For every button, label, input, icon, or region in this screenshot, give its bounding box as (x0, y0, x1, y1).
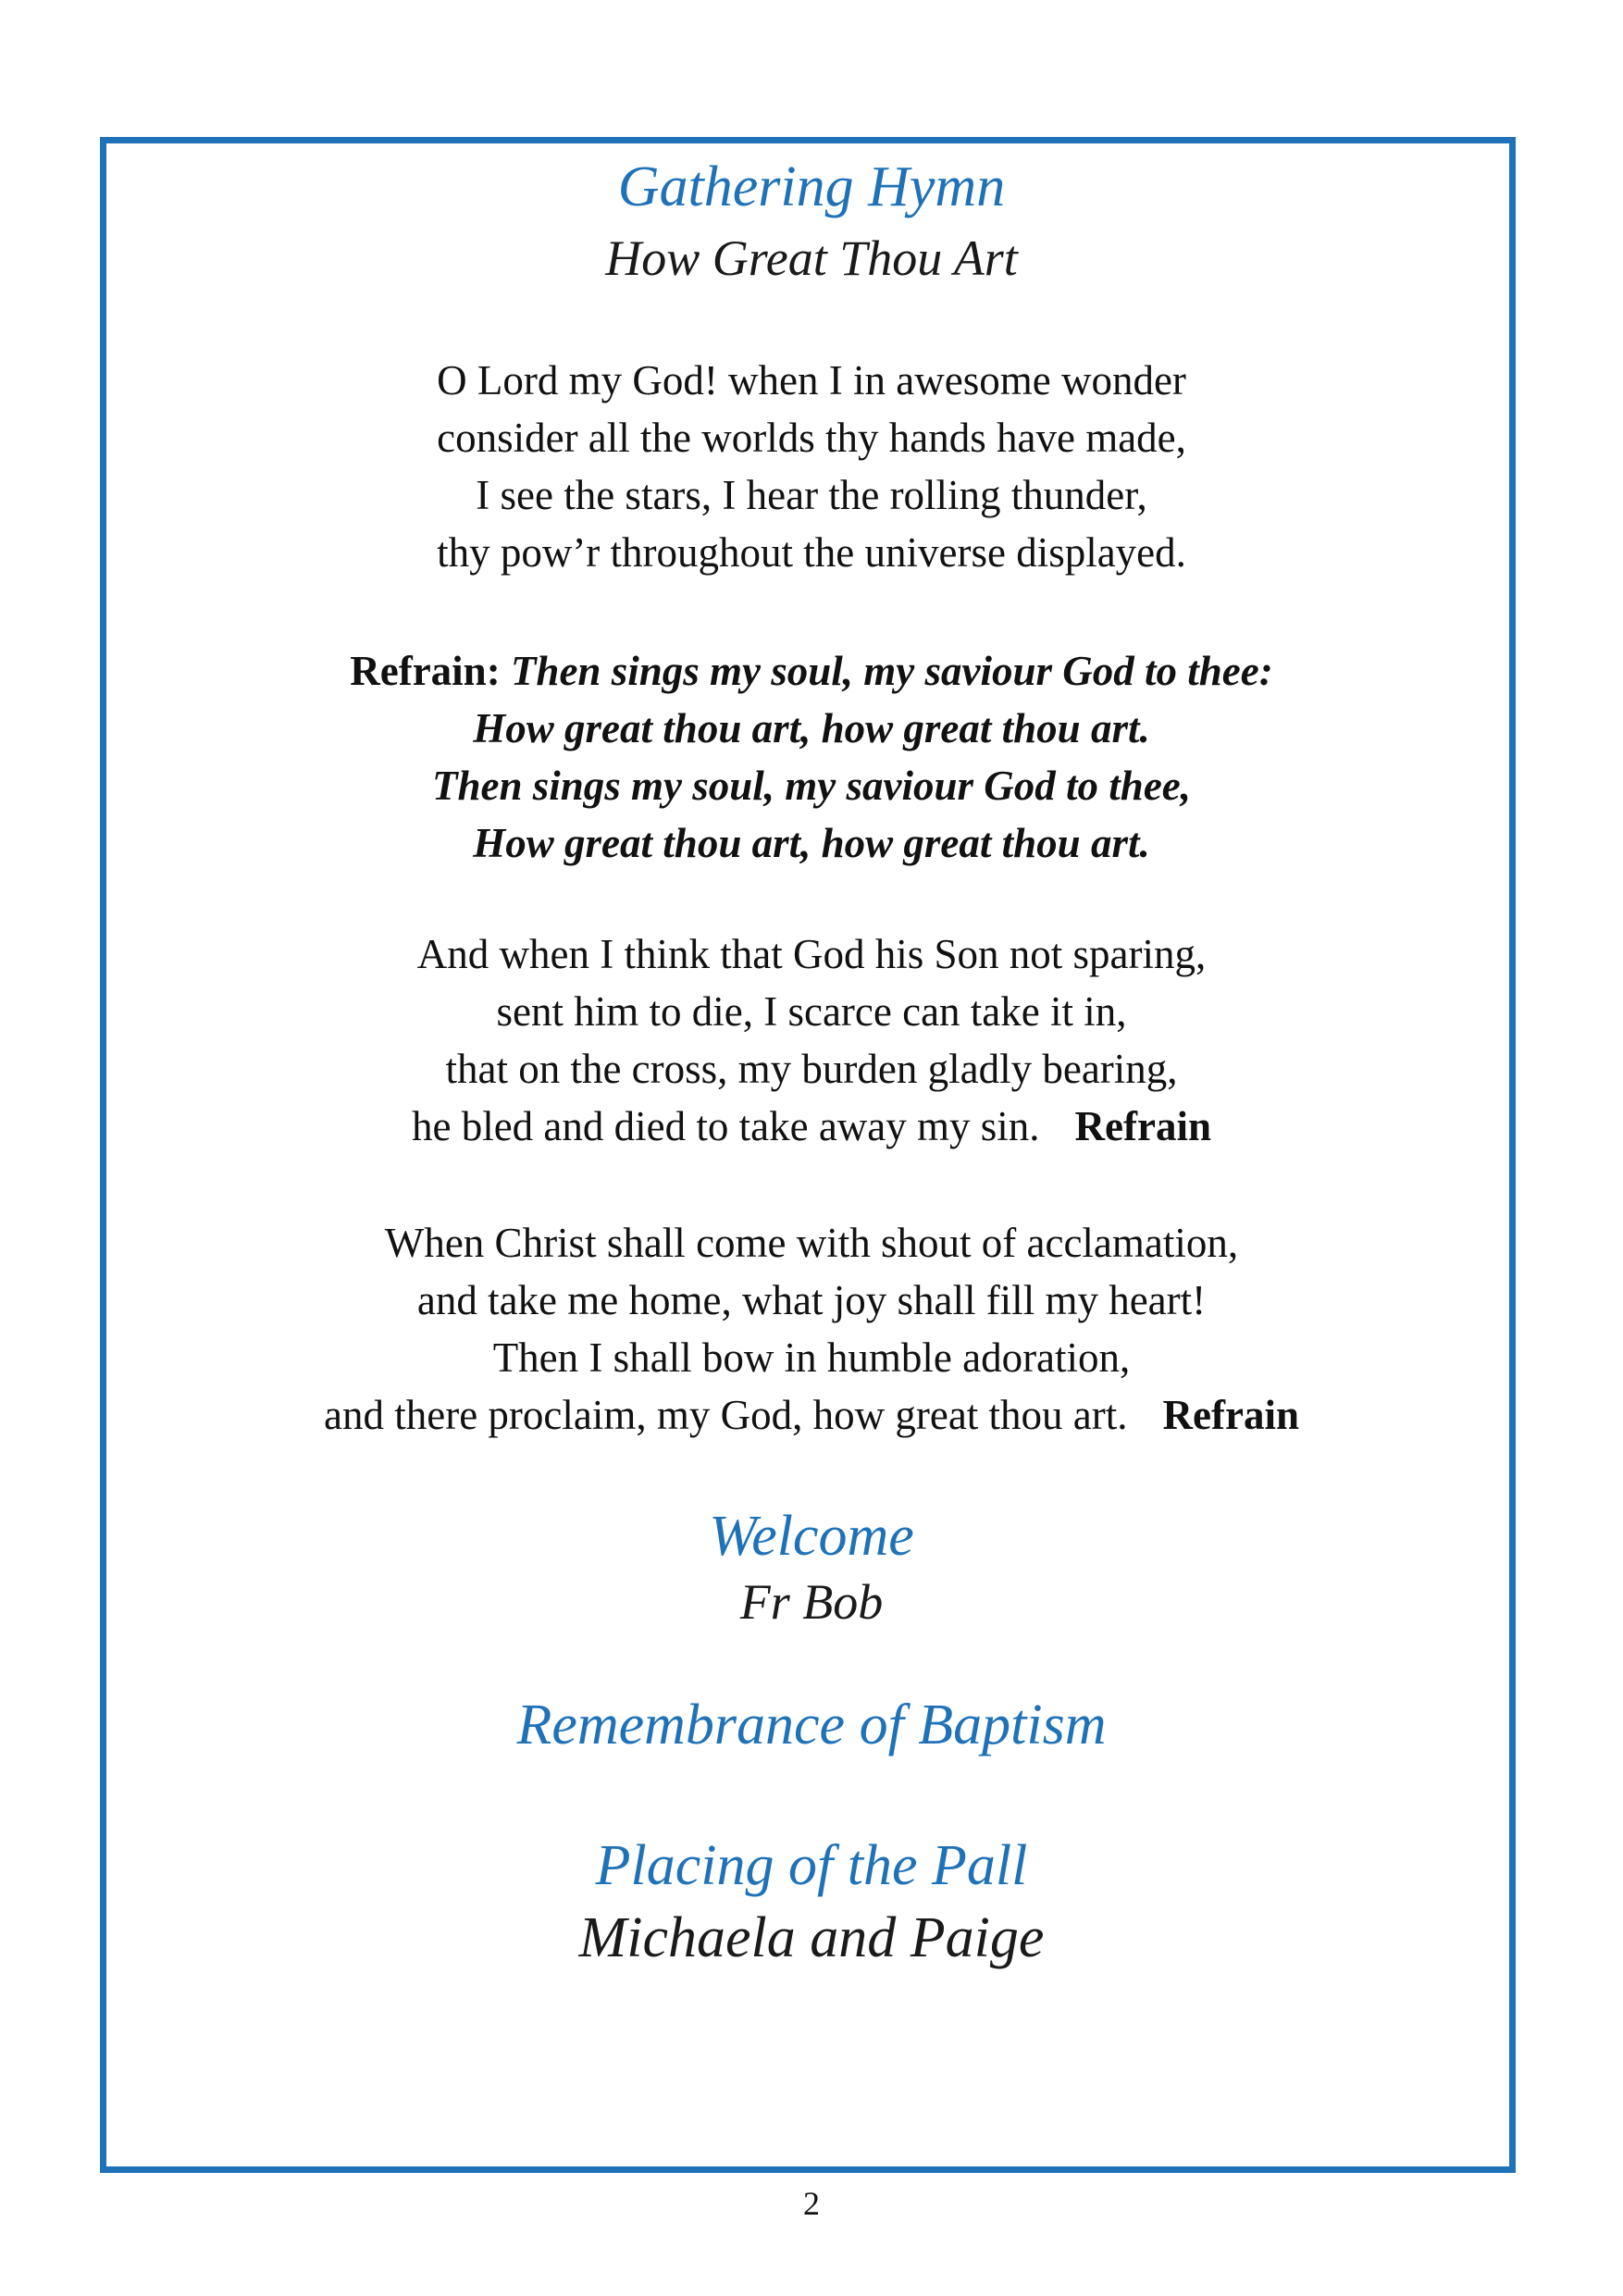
refrain-tag: Refrain (1162, 1392, 1299, 1438)
verse-1-line: thy pow’r throughout the universe displayed. (437, 529, 1186, 576)
verse-3-line: and there proclaim, my God, how great thou art. (324, 1392, 1128, 1438)
refrain-line: How great thou art, how great thou art. (473, 820, 1150, 866)
refrain-tag: Refrain (1074, 1103, 1212, 1149)
verse-1-line: O Lord my God! when I in awesome wonder (437, 357, 1186, 403)
refrain-line: How great thou art, how great thou art. (473, 705, 1150, 751)
hymn-title: How Great Thou Art (605, 230, 1018, 286)
verse-1 (0, 352, 1623, 581)
gathering-hymn-heading: Gathering Hymn (617, 155, 1006, 218)
welcome-heading: Welcome (709, 1505, 914, 1568)
verse-3-line: When Christ shall come with shout of acclamation, (384, 1220, 1239, 1266)
verse-1-line: I see the stars, I hear the rolling thunder, (476, 472, 1147, 518)
pall-heading: Placing of the Pall (595, 1834, 1028, 1897)
refrain-label: Refrain: (350, 648, 501, 694)
welcome-officiant: Fr Bob (739, 1574, 884, 1630)
verse-2-line: that on the cross, my burden gladly bearing, (445, 1046, 1178, 1092)
verse-2-line: And when I think that God his Son not sparing, (416, 931, 1207, 977)
verse-3-line: and take me home, what joy shall fill my heart! (416, 1277, 1207, 1323)
verse-1-line: consider all the worlds thy hands have made, (437, 415, 1186, 461)
refrain-line: Then sings my soul, my saviour God to thee, (431, 763, 1192, 809)
baptism-heading: Remembrance of Baptism (516, 1694, 1107, 1756)
pall-names: Michaela and Paige (578, 1906, 1045, 1969)
verse-2-line: sent him to die, I scarce can take it in, (496, 988, 1127, 1035)
refrain-line: Then sings my soul, my saviour God to thee: (510, 648, 1273, 694)
verse-2 (0, 925, 1623, 1155)
page-number: 2 (803, 2185, 820, 2222)
verse-2-line: he bled and died to take away my sin. (411, 1103, 1040, 1149)
verse-3-line: Then I shall bow in humble adoration, (492, 1334, 1131, 1381)
refrain (0, 642, 1623, 872)
verse-3 (0, 1214, 1623, 1444)
